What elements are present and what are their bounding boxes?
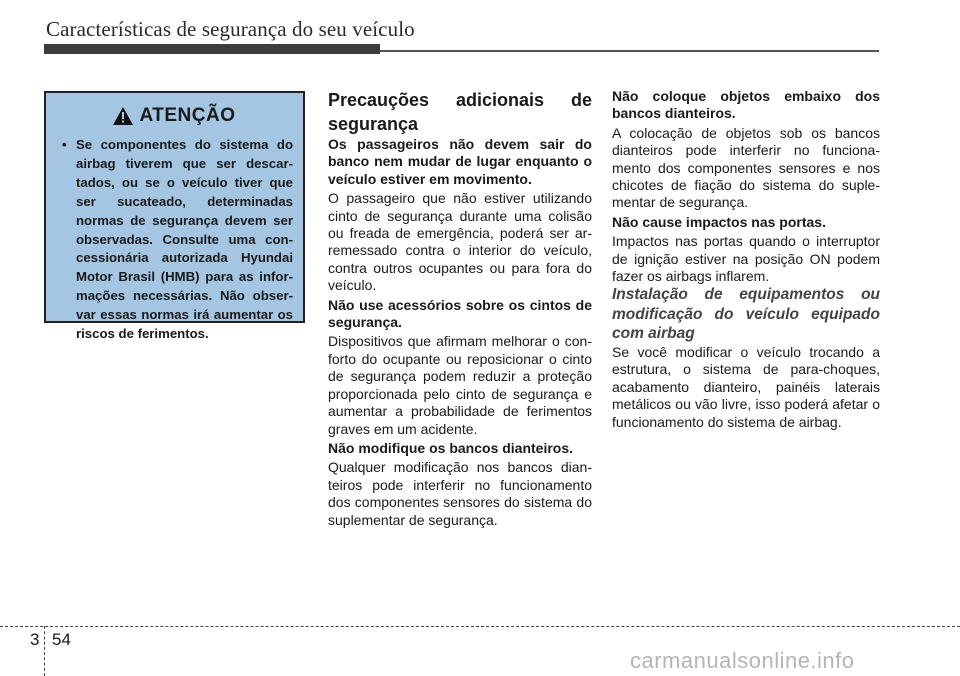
paragraph-heading: Não coloque objetos embaixo dos bancos dianteiros. <box>612 88 880 122</box>
paragraph: A colocação de objetos sob os bancos dianteiros pode interferir no funciona-mento dos componentes sensores e nos chicotes de fiação do sistema do suple-mentar de segurança. <box>612 124 880 211</box>
watermark: carmanualsonline.info <box>630 648 855 673</box>
chapter-number: 3 <box>30 630 40 649</box>
section-title: Precauções adicionais de segurança <box>328 90 592 134</box>
header-bar <box>44 44 380 54</box>
footer-rule <box>0 626 960 627</box>
warning-title: ATENÇÃO <box>139 105 236 126</box>
middle-column <box>328 88 592 529</box>
footer-divider <box>44 626 45 676</box>
paragraph-heading: Não modifique os bancos dianteiros. <box>328 439 574 456</box>
paragraph: Dispositivos que afirmam melhorar o con-forto do ocupante ou reposicionar o cinto de segurança podem reduzir a proteção proporcionada pelo cinto de segurança e aumentar a probabilidade de ferimentos graves em um acidente. <box>328 333 592 437</box>
paragraph-heading: Não use acessórios sobre os cintos de segurança. <box>328 296 592 331</box>
right-column <box>612 88 880 431</box>
warning-text: Se componentes do sistema do airbag tiverem que ser descar-tados, ou se o veículo tiver que ser sucateado, determinadas normas de segurança devem ser observadas. Consulte uma con-cessionária autorizada Hyundai Motor Brasil (HMB) para as infor-mações necessárias. Não obser-var essas normas irá aumentar os riscos de ferimentos. <box>76 137 293 342</box>
warning-box <box>44 91 305 342</box>
page-number: 54 <box>52 630 71 649</box>
paragraph: Impactos nas portas quando o interruptor de ignição estiver na posição ON podem fazer os airbags inflarem. <box>612 233 880 285</box>
warning-triangle-icon <box>113 107 133 125</box>
paragraph: Se você modificar o veículo trocando a estrutura, o sistema de para-choques, acabamento dianteiro, painéis laterais metálicos ou vão livre, isso poderá afetar o funcionamento do sistema de airbag. <box>612 343 880 430</box>
paragraph-heading: Os passageiros não devem sair do banco nem mudar de lugar enquanto o veículo estiver em movimento. <box>328 136 592 187</box>
paragraph: Qualquer modificação nos bancos dian-teiros pode interferir no funcionamento dos componentes sensores do sistema do suplementar de segurança. <box>328 459 592 528</box>
subsection-title: Instalação de equipamentos ou modificação do veículo equipado com airbag <box>612 286 880 343</box>
page-header-title: Características de segurança do seu veículo <box>46 17 415 41</box>
warning-item <box>56 136 293 344</box>
paragraph-heading: Não cause impactos nas portas. <box>612 213 826 230</box>
paragraph: O passageiro que não estiver utilizando cinto de segurança durante uma colisão ou freada de emergência, poderá ser ar-remessado contra o interior do veículo, contra outros ocupantes ou para fora do veículo. <box>328 190 592 294</box>
warning-header <box>56 105 293 127</box>
bullet: • <box>62 137 67 152</box>
header-rule <box>380 50 879 52</box>
